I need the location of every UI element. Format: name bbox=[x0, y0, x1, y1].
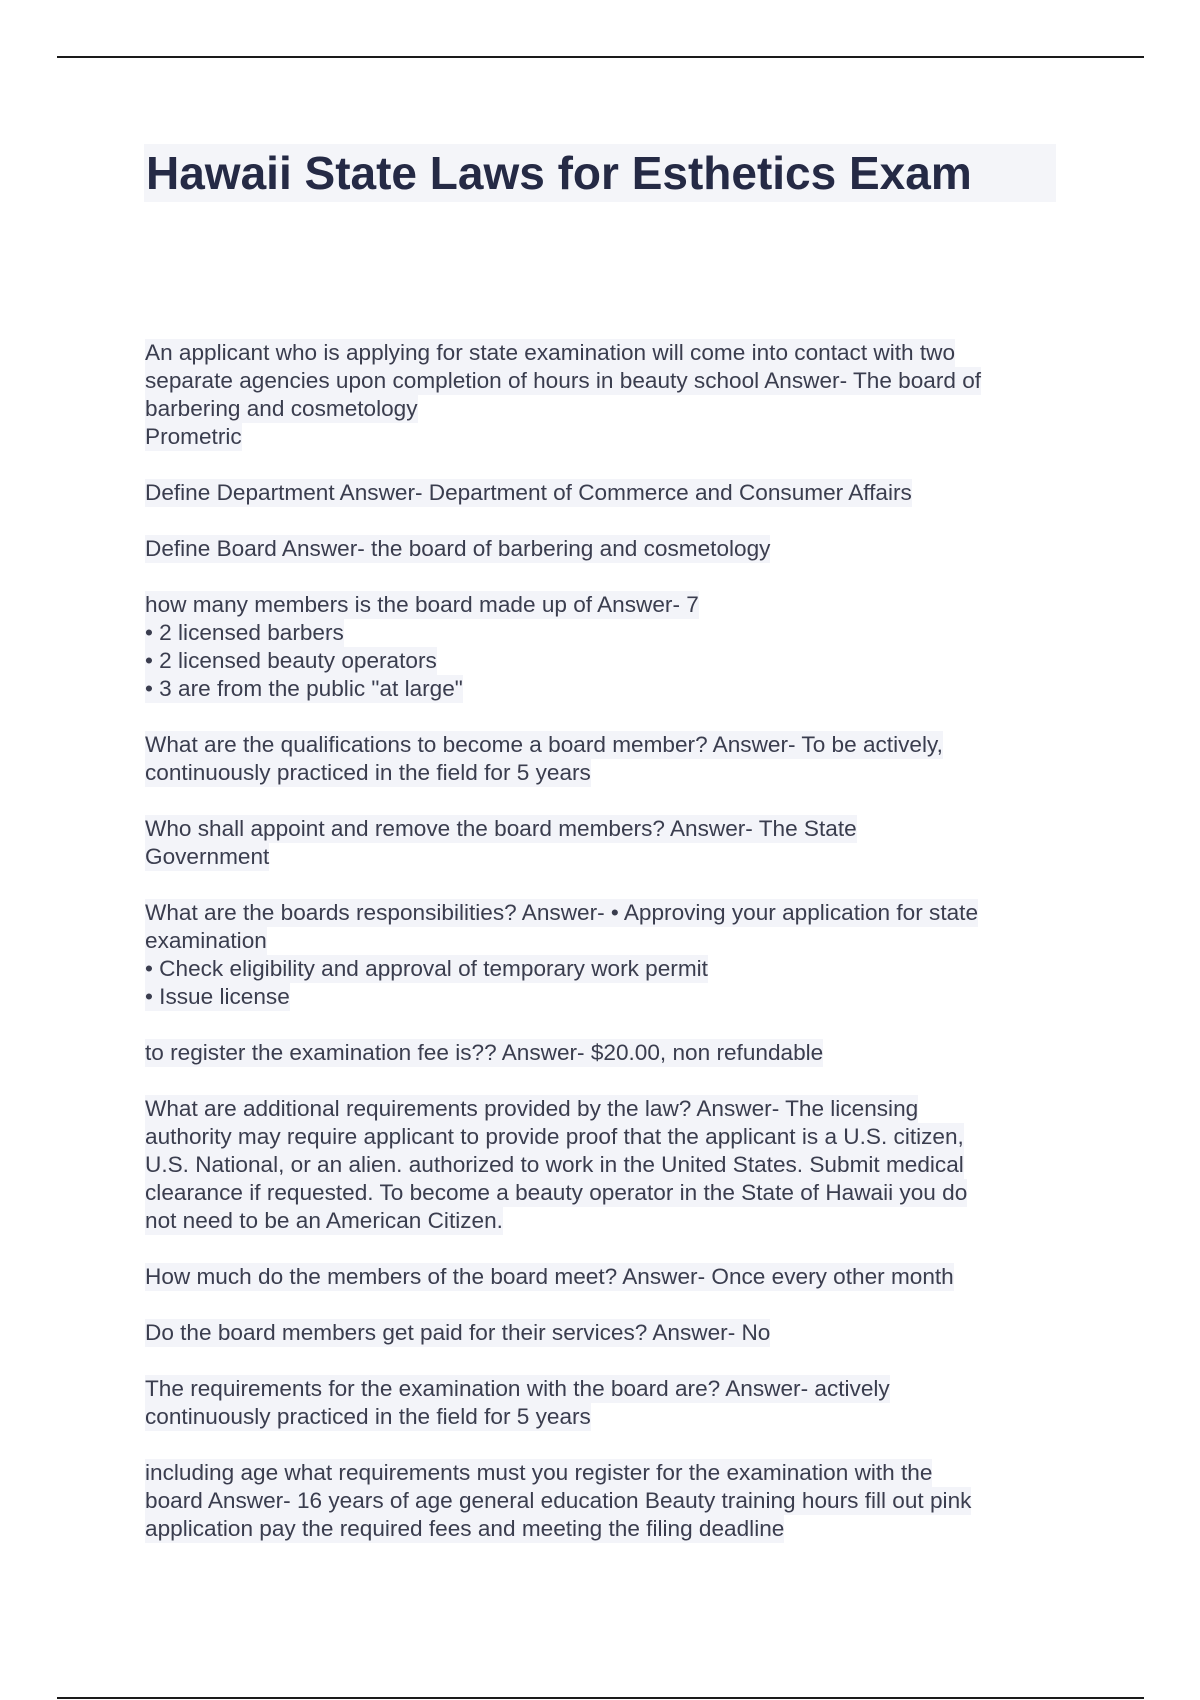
document-title: Hawaii State Laws for Esthetics Exam bbox=[146, 147, 972, 199]
qa-item bbox=[145, 1095, 1065, 1235]
qa-item bbox=[145, 591, 1065, 703]
qa-line: What are additional requirements provided by the law? Answer- The licensing bbox=[145, 1096, 919, 1121]
qa-line: U.S. National, or an alien. authorized to work in the United States. Submit medical bbox=[145, 1152, 964, 1177]
qa-item bbox=[145, 815, 1065, 871]
qa-line: examination bbox=[145, 928, 267, 953]
qa-line: An applicant who is applying for state examination will come into contact with two bbox=[145, 340, 956, 365]
qa-line: How much do the members of the board meet? Answer- Once every other month bbox=[145, 1264, 954, 1289]
qa-line: board Answer- 16 years of age general education Beauty training hours fill out pink bbox=[145, 1488, 972, 1513]
qa-line: • 2 licensed beauty operators bbox=[145, 648, 437, 673]
qa-line: separate agencies upon completion of hours in beauty school Answer- The board of bbox=[145, 368, 982, 393]
qa-line: barbering and cosmetology bbox=[145, 396, 418, 421]
qa-line: continuously practiced in the field for 5 years bbox=[145, 1404, 591, 1429]
qa-line: to register the examination fee is?? Answer- $20.00, non refundable bbox=[145, 1040, 824, 1065]
qa-line: • Issue license bbox=[145, 984, 290, 1009]
qa-item bbox=[145, 731, 1065, 787]
bottom-rule bbox=[57, 1697, 1144, 1699]
qa-line: continuously practiced in the field for 5 years bbox=[145, 760, 591, 785]
qa-line: Government bbox=[145, 844, 270, 869]
qa-line: The requirements for the examination with the board are? Answer- actively bbox=[145, 1376, 890, 1401]
qa-item bbox=[145, 1459, 1065, 1543]
qa-item bbox=[145, 479, 1065, 507]
qa-list bbox=[145, 339, 1065, 1571]
qa-item bbox=[145, 1263, 1065, 1291]
title-block bbox=[144, 144, 1056, 202]
qa-item bbox=[145, 1375, 1065, 1431]
qa-line: Do the board members get paid for their services? Answer- No bbox=[145, 1320, 771, 1345]
qa-item bbox=[145, 899, 1065, 1011]
qa-line: authority may require applicant to provide proof that the applicant is a U.S. citizen, bbox=[145, 1124, 964, 1149]
qa-item bbox=[145, 1039, 1065, 1067]
qa-line: • 2 licensed barbers bbox=[145, 620, 344, 645]
qa-line: not need to be an American Citizen. bbox=[145, 1208, 503, 1233]
qa-line: What are the boards responsibilities? Answer- • Approving your application for state bbox=[145, 900, 979, 925]
qa-line: • Check eligibility and approval of temporary work permit bbox=[145, 956, 708, 981]
qa-line: application pay the required fees and meeting the filing deadline bbox=[145, 1516, 785, 1541]
qa-line: how many members is the board made up of Answer- 7 bbox=[145, 592, 699, 617]
qa-line: Prometric bbox=[145, 424, 242, 449]
top-rule bbox=[57, 56, 1144, 58]
qa-line: What are the qualifications to become a board member? Answer- To be actively, bbox=[145, 732, 943, 757]
qa-line: clearance if requested. To become a beauty operator in the State of Hawaii you do bbox=[145, 1180, 968, 1205]
qa-line: Who shall appoint and remove the board members? Answer- The State bbox=[145, 816, 857, 841]
qa-item bbox=[145, 339, 1065, 451]
qa-item bbox=[145, 1319, 1065, 1347]
qa-line: • 3 are from the public "at large" bbox=[145, 676, 463, 701]
qa-item bbox=[145, 535, 1065, 563]
qa-line: Define Department Answer- Department of Commerce and Consumer Affairs bbox=[145, 480, 912, 505]
qa-line: including age what requirements must you register for the examination with the bbox=[145, 1460, 933, 1485]
qa-line: Define Board Answer- the board of barbering and cosmetology bbox=[145, 536, 771, 561]
